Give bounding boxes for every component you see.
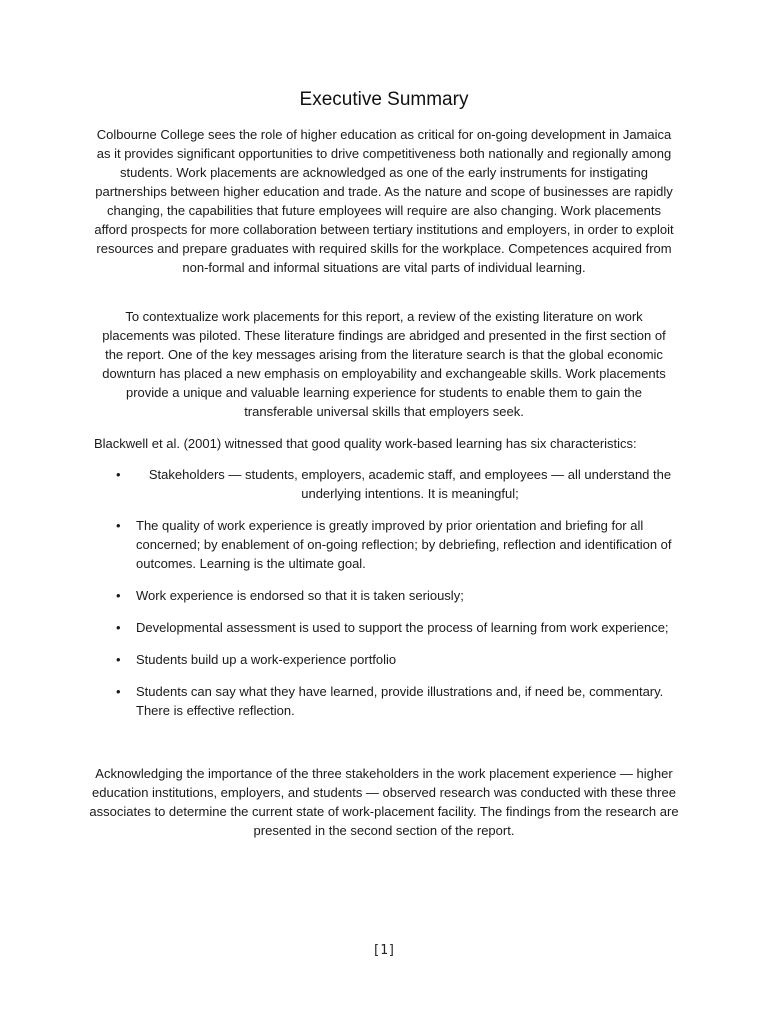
page-title: Executive Summary: [299, 89, 469, 110]
paragraph-literature-review: To contextualize work placements for this report, a review of the existing literature on work placements was piloted. These literature findings are abridged and presented in the first section of the report. One of the key messages arising from the literature search is that the global economic downturn has placed a new emphasis on employability and exchangeable skills. Work placements provide a unique and valuable learning experience for students to enable them to gain the transferable universal skills that employers seek.: [102, 309, 666, 419]
page-number: [1]: [372, 943, 396, 958]
list-item-text: Work experience is endorsed so that it is taken seriously;: [136, 588, 464, 603]
list-item: [94, 650, 684, 669]
list-item: [94, 516, 684, 573]
list-item: [94, 682, 684, 720]
bullet-icon: •: [116, 588, 121, 603]
list-item: [94, 465, 684, 503]
bullet-icon: •: [116, 620, 121, 635]
paragraph-research-findings: Acknowledging the importance of the three stakeholders in the work placement experience — higher education institutions, employers, and students — observed research was conducted with these three associates to determine the current state of work-placement facility. The findings from the research are presented in the second section of the report.: [89, 766, 679, 838]
paragraph-characteristics-intro: Blackwell et al. (2001) witnessed that good quality work-based learning has six characteristics:: [94, 436, 637, 451]
list-item-text: Stakeholders — students, employers, academic staff, and employees — all understand the underlying intentions. It is meaningful;: [148, 467, 672, 501]
bullet-icon: •: [116, 467, 121, 482]
list-item: [94, 618, 684, 637]
list-item-text: Students build up a work-experience portfolio: [136, 652, 397, 667]
list-item: [94, 586, 684, 605]
characteristics-list: [94, 465, 684, 733]
bullet-icon: •: [116, 684, 121, 699]
list-item-text: The quality of work experience is greatly improved by prior orientation and briefing for all concerned; by enablement of on-going reflection; by debriefing, reflection and identification of outcomes. Learning is the ultimate goal.: [136, 518, 672, 571]
list-item-text: Students can say what they have learned, provide illustrations and, if need be, commentary. There is effective reflection.: [136, 684, 664, 718]
paragraph-intro: Colbourne College sees the role of higher education as critical for on-going development in Jamaica as it provides significant opportunities to drive competitiveness both nationally and regionally among students. Work placements are acknowledged as one of the early instruments for instigating partnerships between higher education and trade. As the nature and scope of businesses are rapidly changing, the capabilities that future employees will require are also changing. Work placements afford prospects for more collaboration between tertiary institutions and employers, in order to exploit resources and prepare graduates with required skills for the workplace. Competences acquired from non-formal and informal situations are vital parts of individual learning.: [94, 127, 674, 275]
list-item-text: Developmental assessment is used to support the process of learning from work experience;: [136, 620, 669, 635]
bullet-icon: •: [116, 518, 121, 533]
bullet-icon: •: [116, 652, 121, 667]
